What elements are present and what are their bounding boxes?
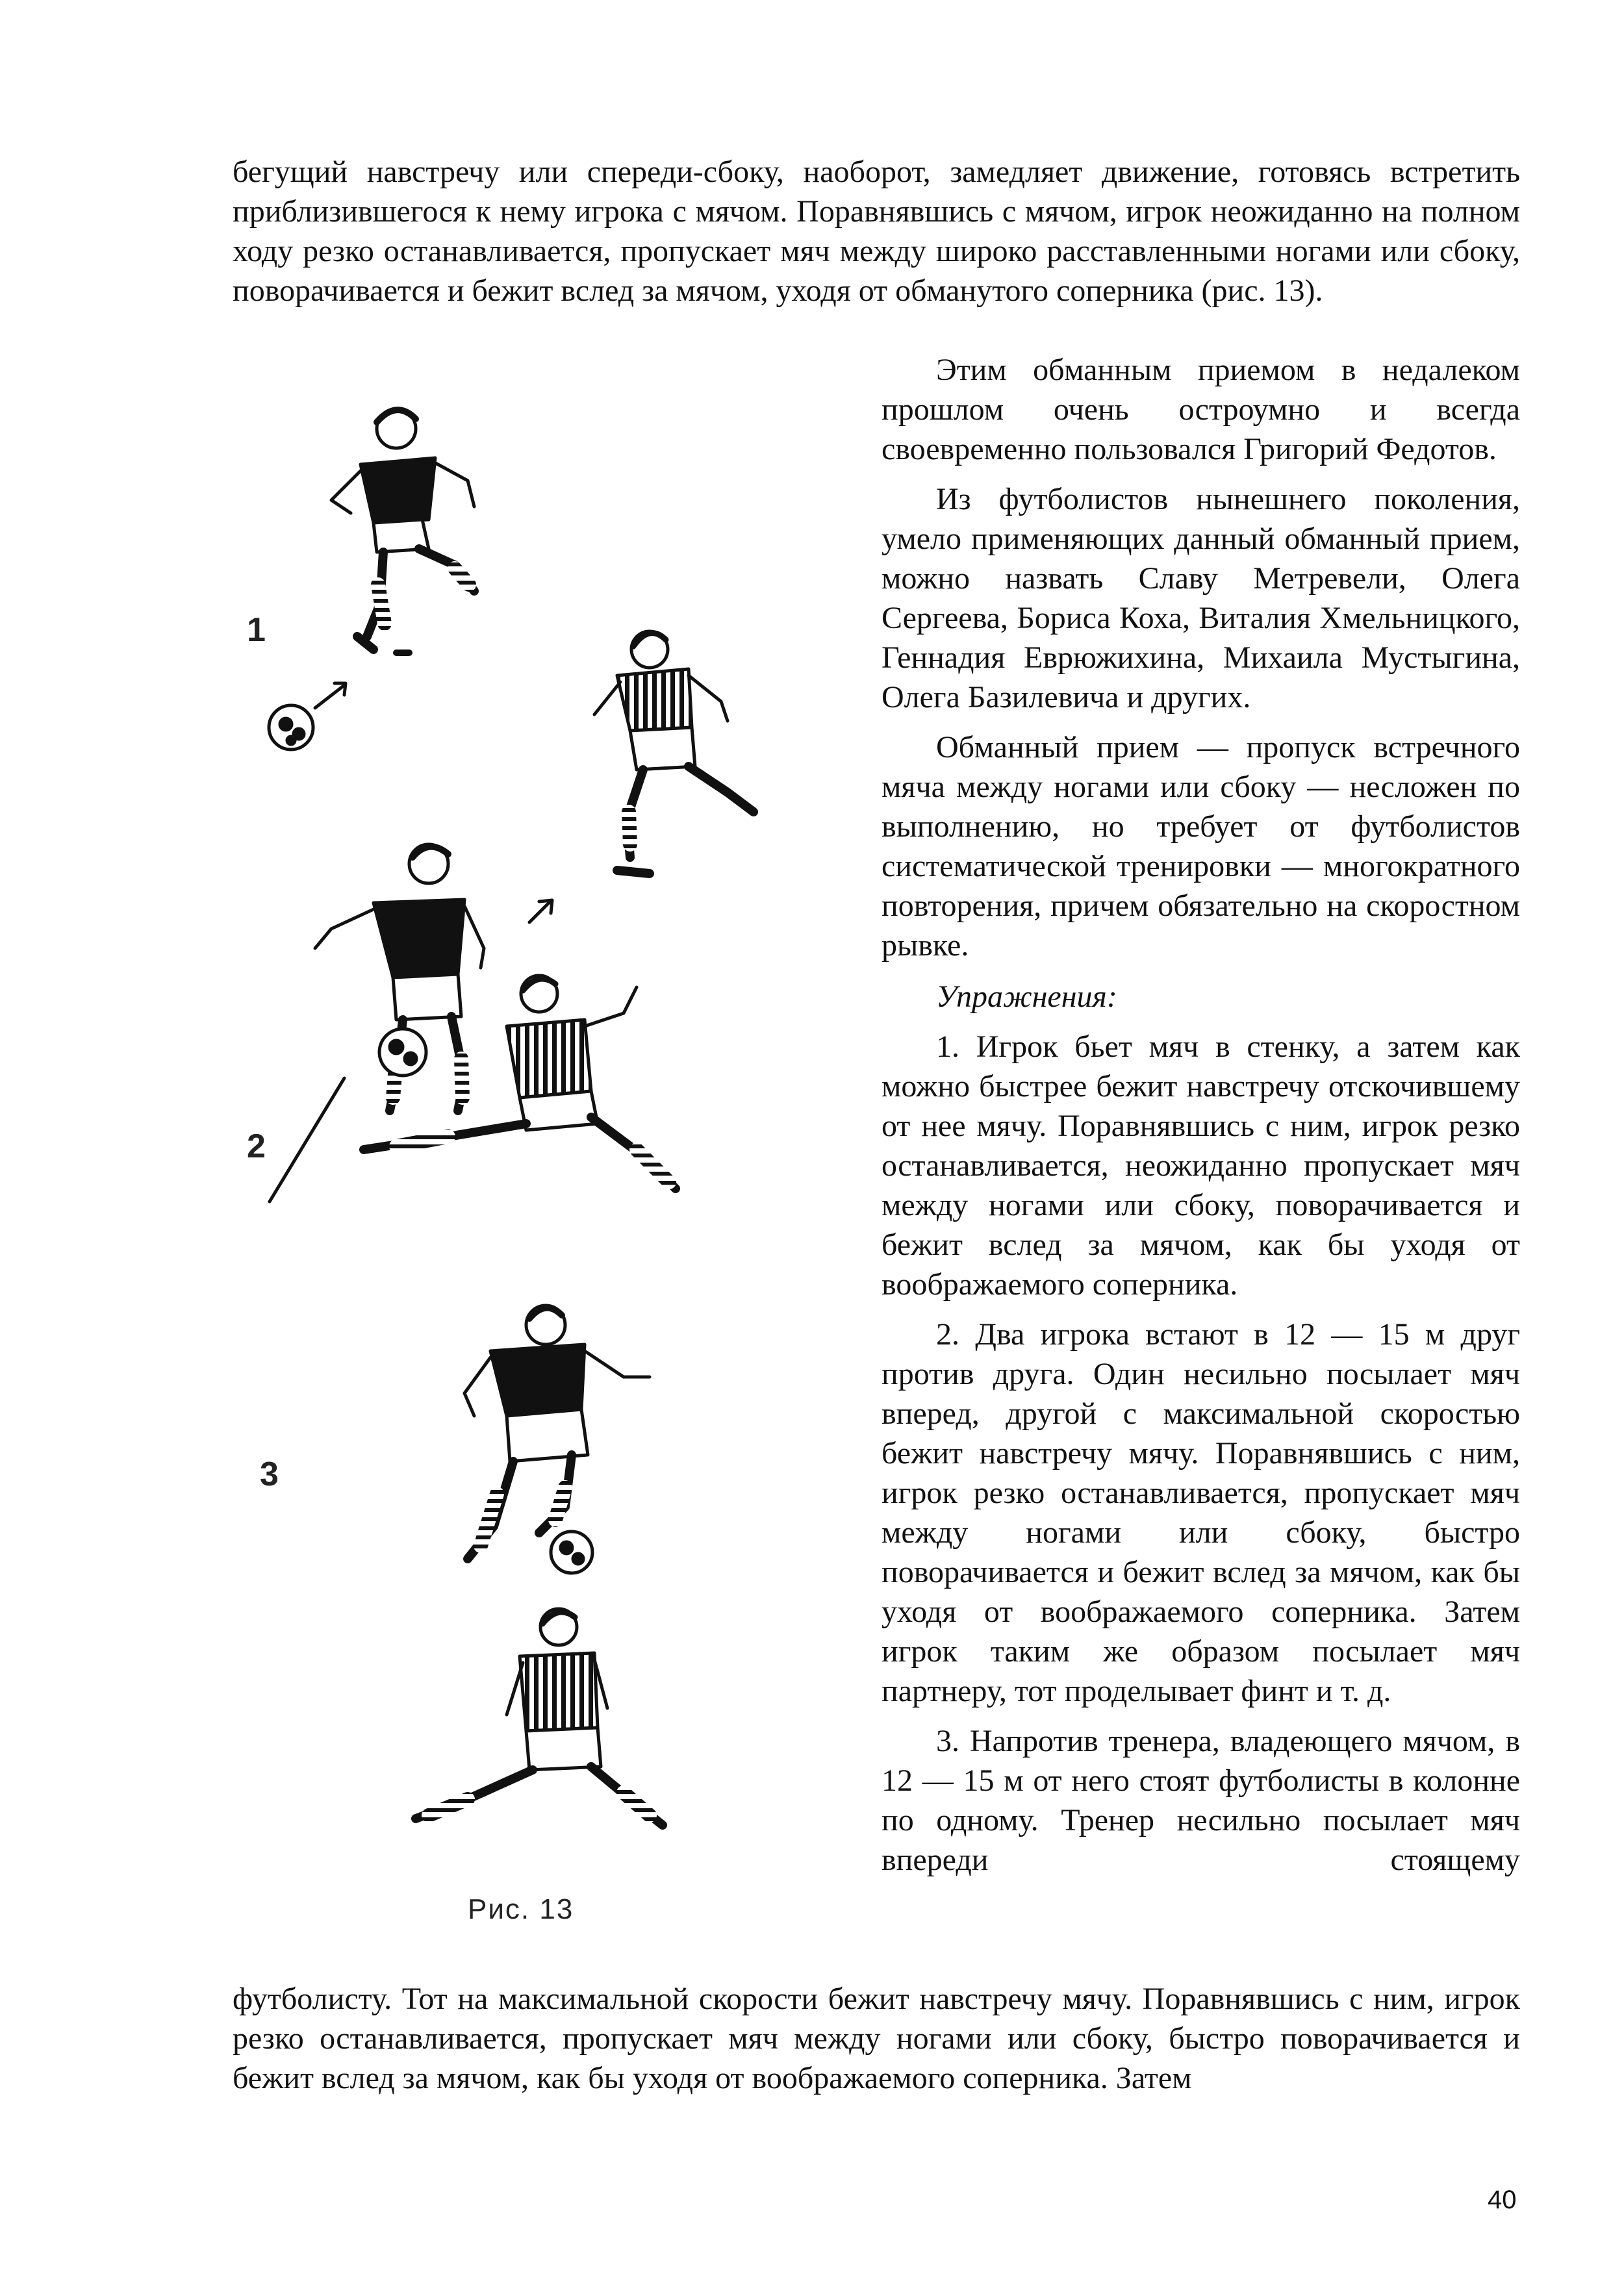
player-2-striped-shirt [594, 631, 754, 874]
tail-paragraph: футболисту. Тот на максимальной скорости бежит навстречу мячу. Поравнявшись с ним, игрок резко останавливается, пропускает мяч между ногами или сбоку, быстро поворачивается и бежит вслед за мячом, как бы уходя от воображаемого соперника. Затем [233, 1982, 1520, 2095]
player-1-dark-shirt [331, 409, 474, 653]
intro-paragraph: бегущий навстречу или спереди-сбоку, наоборот, замедляет движение, готовясь встретить приблизившегося к нему игрока с мячом. Поравнявшись с мячом, игрок неожиданно на полном ходу резко останавливается, пропускает мяч между широко расставленными ногами или сбоку, поворачивается и бежит вслед за мячом, уходя от обманутого соперника (рис. 13). [233, 155, 1520, 308]
right-text-column [882, 350, 1520, 1880]
figure-label-3: 3 [260, 1456, 279, 1493]
exercise-1: 1. Игрок бьет мяч в стенку, а затем как можно быстрее бежит навстречу отскочившему от нее мячу. Поравнявшись с ним, игрок резко останавливается, неожиданно пропускает мяч между ногами или сбоку, поворачивается и бежит вслед за мячом, как бы уходя от воображаемого соперника. [882, 1029, 1520, 1302]
paragraph-technique: Обманный прием — пропуск встречного мяча между ногами или сбоку — несложен по выполнению, но требует от футболистов систематической тренировки — многократного повторения, причем обязательно на скоростном рывке. [882, 730, 1520, 963]
exercise-3: 3. Напротив тренера, владеющего мячом, в 12 — 15 м от него стоят футболисты в колонне по одному. Тренер несильно посылает мяч впереди стоящему [882, 1724, 1520, 1877]
ball-3 [551, 1532, 592, 1573]
figure-label-2: 2 [247, 1128, 266, 1165]
figure-caption: Рис. 13 [468, 1893, 574, 1925]
page-number: 40 [1488, 2186, 1517, 2214]
figure-13-illustration [234, 390, 857, 1974]
ball-2 [270, 1029, 426, 1202]
ball-1 [269, 683, 346, 750]
player-5-dark-shirt [464, 1306, 650, 1559]
football-players-drawing [234, 390, 857, 1974]
paragraph-fedotov: Этим обманным приемом в недалеком прошлом очень остроумно и всегда своевременно пользовался Григорий Федотов. [882, 353, 1520, 466]
exercise-2: 2. Два игрока встают в 12 — 15 м друг против друга. Один несильно посылает мяч вперед, другой с максимальной скоростью бежит навстречу мячу. Поравнявшись с ним, игрок резко останавливается, пропускает мяч между ногами или сбоку, быстро поворачивается и бежит вслед за мячом, как бы уходя от воображаемого соперника. Затем игрок таким же образом посылает мяч партнеру, тот проделывает финт и т. д. [882, 1317, 1520, 1708]
paragraph-players: Из футболистов нынешнего поколения, умело применяющих данный обманный прием, можно назвать Славу Метревели, Олега Сергеева, Бориса Коха, Виталия Хмельницкого, Геннадия Еврюжихина, Михаила Мустыгина, Олега Базилевича и других. [882, 482, 1520, 714]
player-6-striped-walking [416, 1609, 663, 1825]
figure-label-1: 1 [247, 611, 266, 649]
exercises-heading: Упражнения: [936, 979, 1117, 1014]
